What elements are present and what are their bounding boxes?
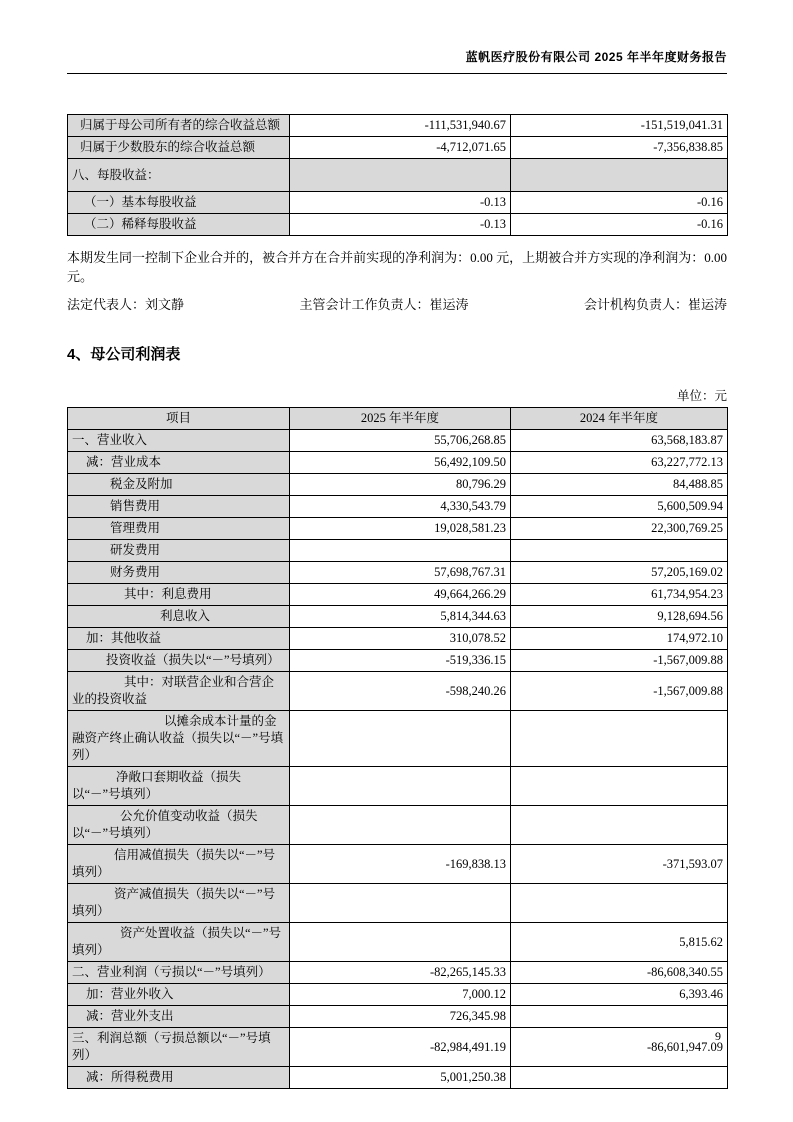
- row-label: 加：其他收益: [68, 628, 290, 650]
- row-value-current-period: [290, 806, 511, 845]
- row-value-current-period: 56,492,109.50: [290, 452, 511, 474]
- chief-accountant: 主管会计工作负责人：崔运涛: [299, 297, 469, 312]
- table-row: [68, 650, 728, 672]
- row-value-current-period: 4,330,543.79: [290, 496, 511, 518]
- comprehensive-income-table: [67, 114, 728, 236]
- row-value-current-period: -82,984,491.19: [290, 1028, 511, 1067]
- row-value-current-period: -598,240.26: [290, 672, 511, 711]
- table-row: [68, 518, 728, 540]
- row-value-prior-period: [511, 1067, 728, 1089]
- row-value-current-period: 7,000.12: [290, 984, 511, 1006]
- row-label: 减：营业外支出: [68, 1006, 290, 1028]
- row-value-current-period: 49,664,266.29: [290, 584, 511, 606]
- row-value-prior-period: 5,815.62: [511, 923, 728, 962]
- accounting-department-head: 会计机构负责人：崔运涛: [583, 297, 727, 312]
- row-value-prior-period: -0.16: [511, 214, 728, 236]
- table-row: [68, 584, 728, 606]
- row-value-current-period: 726,345.98: [290, 1006, 511, 1028]
- row-value-current-period: [290, 767, 511, 806]
- merger-note: 本期发生同一控制下企业合并的，被合并方在合并前实现的净利润为：0.00 元，上期被合并方实现的净利润为：0.00 元。: [67, 250, 727, 284]
- row-value-prior-period: 6,393.46: [511, 984, 728, 1006]
- row-value-current-period: [290, 159, 511, 192]
- signatories-row: [67, 294, 727, 313]
- row-value-prior-period: -86,601,947.09: [511, 1028, 728, 1067]
- table-row: [68, 767, 728, 806]
- table-row: [68, 1067, 728, 1089]
- row-value-prior-period: -86,608,340.55: [511, 962, 728, 984]
- row-value-current-period: -111,531,940.67: [290, 115, 511, 137]
- row-label: 资产减值损失（损失以“－”号填列）: [68, 884, 290, 923]
- row-value-prior-period: -371,593.07: [511, 845, 728, 884]
- row-value-current-period: [290, 540, 511, 562]
- table-row: [68, 474, 728, 496]
- row-value-current-period: 5,001,250.38: [290, 1067, 511, 1089]
- parent-company-income-statement: [67, 407, 728, 1089]
- table-header-row: [68, 408, 728, 430]
- row-value-prior-period: -151,519,041.31: [511, 115, 728, 137]
- table-row: [68, 806, 728, 845]
- row-value-prior-period: [511, 159, 728, 192]
- row-value-current-period: -82,265,145.33: [290, 962, 511, 984]
- row-label: 归属于母公司所有者的综合收益总额: [68, 115, 290, 137]
- row-label: 八、每股收益：: [68, 159, 290, 192]
- row-value-current-period: 19,028,581.23: [290, 518, 511, 540]
- row-label: 利息收入: [68, 606, 290, 628]
- row-label: （一）基本每股收益: [68, 192, 290, 214]
- table-row: [68, 137, 728, 159]
- row-label: 归属于少数股东的综合收益总额: [68, 137, 290, 159]
- row-label: 税金及附加: [68, 474, 290, 496]
- row-label: 净敞口套期收益（损失以“－”号填列）: [68, 767, 290, 806]
- row-label: 二、营业利润（亏损以“－”号填列）: [68, 962, 290, 984]
- row-label: 其中：利息费用: [68, 584, 290, 606]
- row-label: 加：营业外收入: [68, 984, 290, 1006]
- row-label: 财务费用: [68, 562, 290, 584]
- row-label: 减：营业成本: [68, 452, 290, 474]
- table-row: [68, 984, 728, 1006]
- row-value-current-period: 310,078.52: [290, 628, 511, 650]
- header-2025-column: 2025 年半年度: [290, 408, 511, 430]
- row-value-prior-period: -0.16: [511, 192, 728, 214]
- row-label: 减：所得税费用: [68, 1067, 290, 1089]
- table-row: [68, 430, 728, 452]
- table-row: [68, 115, 728, 137]
- row-label: 销售费用: [68, 496, 290, 518]
- row-value-current-period: 55,706,268.85: [290, 430, 511, 452]
- section-heading: 4、母公司利润表: [67, 346, 181, 363]
- row-label: 资产处置收益（损失以“－”号填列）: [68, 923, 290, 962]
- table-row: [68, 884, 728, 923]
- document-header-title: 蓝帆医疗股份有限公司 2025 年半年度财务报告: [465, 50, 727, 64]
- table-row: [68, 923, 728, 962]
- row-value-current-period: -4,712,071.65: [290, 137, 511, 159]
- row-value-prior-period: -7,356,838.85: [511, 137, 728, 159]
- page-content: [67, 0, 727, 1089]
- row-label: 公允价值变动收益（损失以“－”号填列）: [68, 806, 290, 845]
- table-row: [68, 192, 728, 214]
- table-row: [68, 452, 728, 474]
- row-value-prior-period: [511, 1006, 728, 1028]
- row-value-prior-period: 63,227,772.13: [511, 452, 728, 474]
- row-value-prior-period: [511, 767, 728, 806]
- row-value-prior-period: 174,972.10: [511, 628, 728, 650]
- table-row: [68, 606, 728, 628]
- table-row: [68, 159, 728, 192]
- row-value-current-period: -519,336.15: [290, 650, 511, 672]
- table-row: [68, 711, 728, 767]
- row-value-current-period: [290, 711, 511, 767]
- table-row: [68, 845, 728, 884]
- row-value-prior-period: -1,567,009.88: [511, 672, 728, 711]
- row-label: 信用减值损失（损失以“－”号填列）: [68, 845, 290, 884]
- row-value-prior-period: [511, 806, 728, 845]
- row-value-prior-period: 84,488.85: [511, 474, 728, 496]
- header-2024-column: 2024 年半年度: [511, 408, 728, 430]
- row-label: 研发费用: [68, 540, 290, 562]
- table-row: [68, 540, 728, 562]
- row-value-prior-period: 9,128,694.56: [511, 606, 728, 628]
- row-value-current-period: 80,796.29: [290, 474, 511, 496]
- row-label: 三、利润总额（亏损总额以“－”号填列）: [68, 1028, 290, 1067]
- row-value-prior-period: 5,600,509.94: [511, 496, 728, 518]
- table-row: [68, 496, 728, 518]
- table-row: [68, 1028, 728, 1067]
- table-row: [68, 628, 728, 650]
- table-row: [68, 672, 728, 711]
- row-label: 一、营业收入: [68, 430, 290, 452]
- row-label: （二）稀释每股收益: [68, 214, 290, 236]
- row-label: 投资收益（损失以“－”号填列）: [68, 650, 290, 672]
- row-value-current-period: [290, 923, 511, 962]
- table-row: [68, 214, 728, 236]
- legal-representative: 法定代表人：刘文静: [67, 297, 185, 312]
- row-value-prior-period: 61,734,954.23: [511, 584, 728, 606]
- row-value-prior-period: 22,300,769.25: [511, 518, 728, 540]
- row-value-prior-period: 57,205,169.02: [511, 562, 728, 584]
- row-label: 其中：对联营企业和合营企业的投资收益: [68, 672, 290, 711]
- table-row: [68, 962, 728, 984]
- row-label: 管理费用: [68, 518, 290, 540]
- row-value-current-period: [290, 884, 511, 923]
- row-value-current-period: -0.13: [290, 214, 511, 236]
- row-value-prior-period: -1,567,009.88: [511, 650, 728, 672]
- row-value-current-period: -0.13: [290, 192, 511, 214]
- unit-label: 单位：元: [676, 389, 727, 403]
- table-row: [68, 562, 728, 584]
- row-value-current-period: -169,838.13: [290, 845, 511, 884]
- row-label: 以摊余成本计量的金融资产终止确认收益（损失以“－”号填列）: [68, 711, 290, 767]
- document-header: [67, 0, 727, 74]
- row-value-current-period: 5,814,344.63: [290, 606, 511, 628]
- header-item-column: 项目: [68, 408, 290, 430]
- row-value-prior-period: 63,568,183.87: [511, 430, 728, 452]
- row-value-current-period: 57,698,767.31: [290, 562, 511, 584]
- page-number: 9: [715, 1029, 721, 1043]
- row-value-prior-period: [511, 884, 728, 923]
- row-value-prior-period: [511, 540, 728, 562]
- row-value-prior-period: [511, 711, 728, 767]
- table-row: [68, 1006, 728, 1028]
